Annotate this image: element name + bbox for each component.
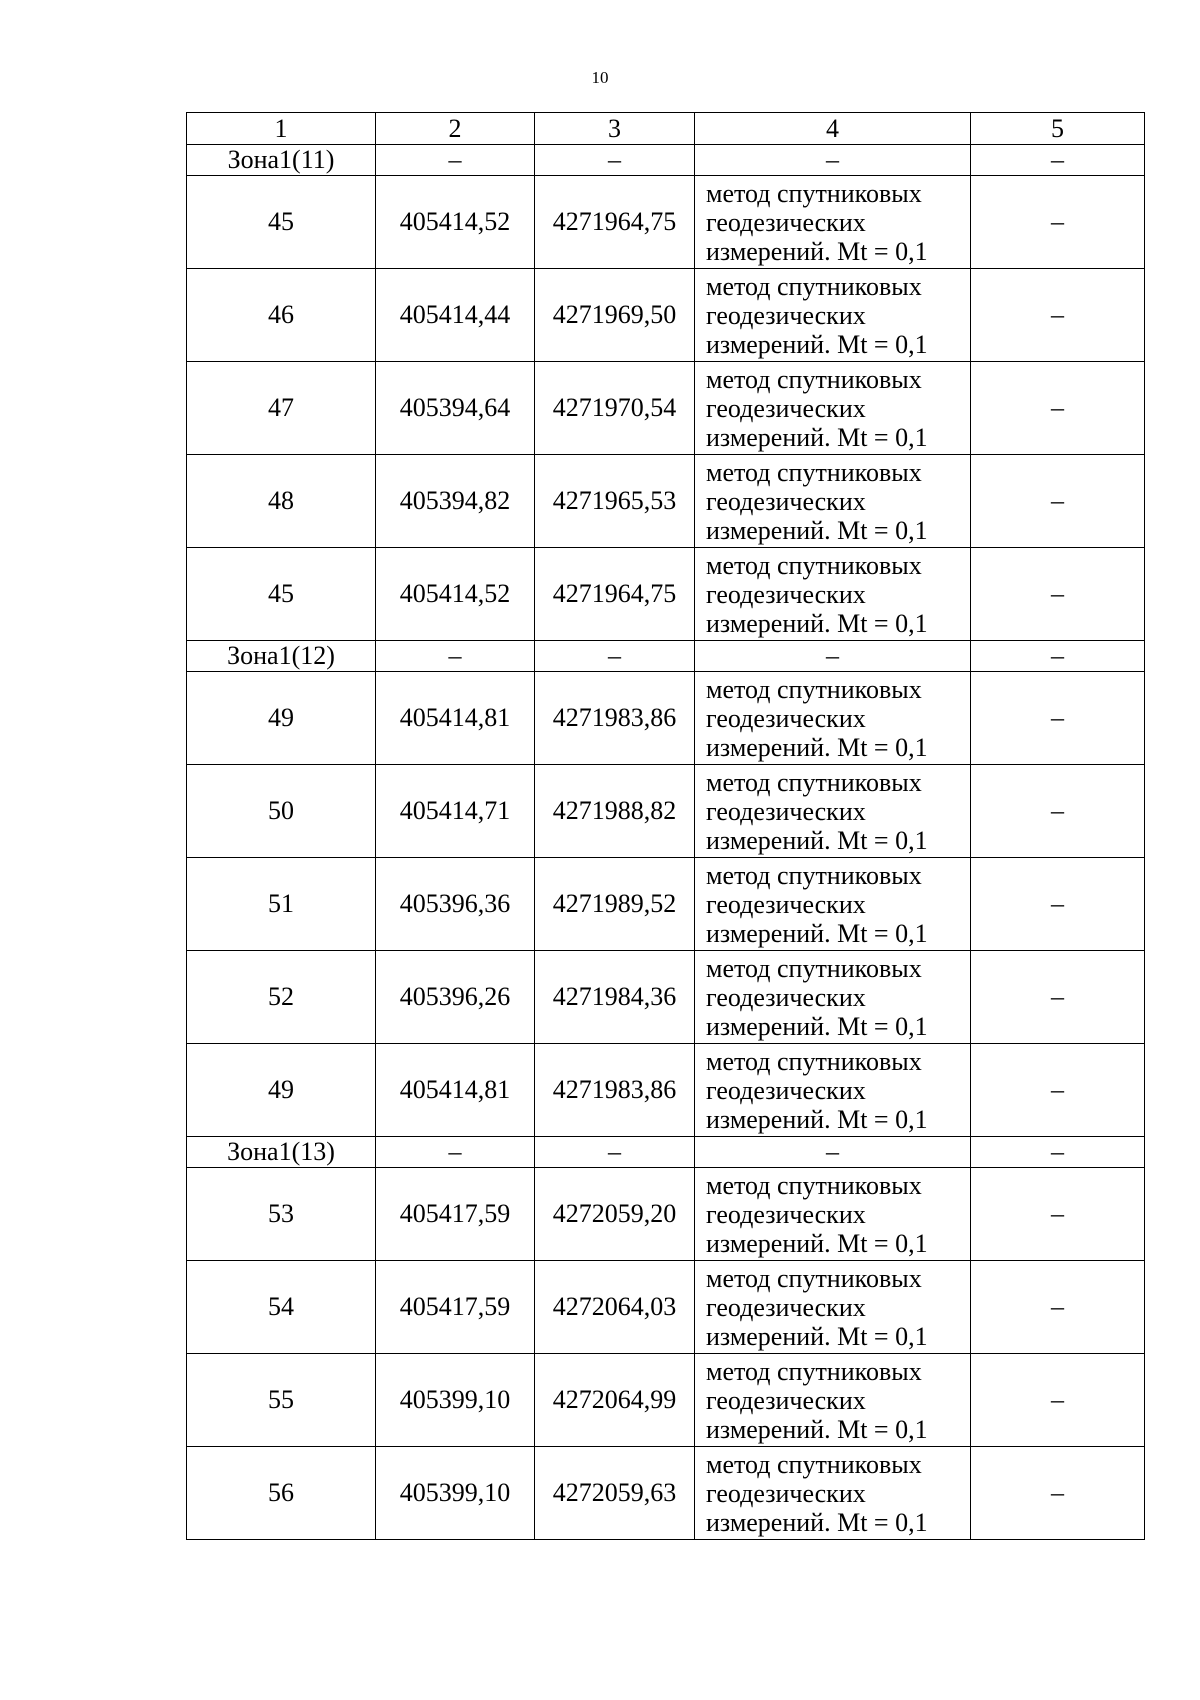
y-coordinate: 4271964,75 [535,176,695,269]
y-coordinate: 4271970,54 [535,362,695,455]
method-text-line: геодезических [706,1385,866,1415]
method-description [695,1447,971,1540]
method-text-line: геодезических [706,579,866,609]
zone-label: Зона1(11) [187,145,376,176]
method-text-line: измерений. Mt = 0,1 [706,236,928,266]
y-coordinate: 4271988,82 [535,765,695,858]
method-text-line: геодезических [706,486,866,516]
table-row [187,858,1145,951]
x-coordinate: 405396,26 [376,951,535,1044]
method-text-line: измерений. Mt = 0,1 [706,1321,928,1351]
dash-cell: – [971,1447,1145,1540]
dash-cell: – [971,362,1145,455]
x-coordinate: 405399,10 [376,1354,535,1447]
x-coordinate: 405414,71 [376,765,535,858]
dash-cell: – [971,641,1145,672]
table-row [187,455,1145,548]
coordinates-table [186,112,1145,1540]
method-text-line: геодезических [706,1199,866,1229]
dash-cell: – [695,1137,971,1168]
method-text-line: метод спутниковых [706,271,922,301]
point-number: 45 [187,176,376,269]
method-text-line: геодезических [706,1292,866,1322]
method-description [695,1354,971,1447]
method-description [695,951,971,1044]
x-coordinate: 405394,64 [376,362,535,455]
page-number: 10 [591,68,609,87]
table-header-row [187,113,1145,145]
method-text-line: метод спутниковых [706,1046,922,1076]
point-number: 47 [187,362,376,455]
point-number: 55 [187,1354,376,1447]
x-coordinate: 405414,44 [376,269,535,362]
y-coordinate: 4271984,36 [535,951,695,1044]
y-coordinate: 4272059,63 [535,1447,695,1540]
column-header-5: 5 [971,113,1145,145]
zone-row [187,145,1145,176]
method-text-line: геодезических [706,796,866,826]
y-coordinate: 4271983,86 [535,672,695,765]
dash-cell: – [971,1137,1145,1168]
method-text-line: метод спутниковых [706,178,922,208]
dash-cell: – [535,641,695,672]
dash-cell: – [971,672,1145,765]
method-description [695,176,971,269]
dash-cell: – [971,1044,1145,1137]
method-text-line: геодезических [706,207,866,237]
table-row [187,548,1145,641]
method-text-line: геодезических [706,300,866,330]
dash-cell: – [971,548,1145,641]
dash-cell: – [376,1137,535,1168]
method-description [695,362,971,455]
x-coordinate: 405394,82 [376,455,535,548]
zone-row [187,641,1145,672]
column-header-3: 3 [535,113,695,145]
point-number: 46 [187,269,376,362]
method-text-line: измерений. Mt = 0,1 [706,1507,928,1537]
dash-cell: – [695,145,971,176]
table-row [187,672,1145,765]
point-number: 48 [187,455,376,548]
method-text-line: измерений. Mt = 0,1 [706,329,928,359]
dash-cell: – [971,765,1145,858]
method-text-line: геодезических [706,1075,866,1105]
method-text-line: метод спутниковых [706,860,922,890]
x-coordinate: 405414,52 [376,176,535,269]
method-text-line: измерений. Mt = 0,1 [706,1011,928,1041]
method-text-line: метод спутниковых [706,550,922,580]
y-coordinate: 4272064,03 [535,1261,695,1354]
method-text-line: измерений. Mt = 0,1 [706,1104,928,1134]
method-text-line: метод спутниковых [706,953,922,983]
y-coordinate: 4272059,20 [535,1168,695,1261]
zone-label: Зона1(12) [187,641,376,672]
method-text-line: метод спутниковых [706,364,922,394]
method-text-line: измерений. Mt = 0,1 [706,1414,928,1444]
dash-cell: – [971,145,1145,176]
method-text-line: метод спутниковых [706,767,922,797]
column-header-4: 4 [695,113,971,145]
table-row [187,765,1145,858]
table-row [187,362,1145,455]
table-row [187,951,1145,1044]
method-text-line: метод спутниковых [706,1449,922,1479]
method-description [695,858,971,951]
coordinates-table-body [187,113,1145,1540]
table-row [187,176,1145,269]
dash-cell: – [971,455,1145,548]
method-text-line: измерений. Mt = 0,1 [706,422,928,452]
method-text-line: метод спутниковых [706,674,922,704]
dash-cell: – [971,1354,1145,1447]
dash-cell: – [376,641,535,672]
y-coordinate: 4272064,99 [535,1354,695,1447]
method-text-line: измерений. Mt = 0,1 [706,918,928,948]
x-coordinate: 405414,81 [376,672,535,765]
dash-cell: – [971,858,1145,951]
point-number: 54 [187,1261,376,1354]
column-header-2: 2 [376,113,535,145]
dash-cell: – [971,176,1145,269]
y-coordinate: 4271964,75 [535,548,695,641]
dash-cell: – [535,145,695,176]
method-text-line: метод спутниковых [706,1263,922,1293]
method-text-line: измерений. Mt = 0,1 [706,608,928,638]
table-row [187,1044,1145,1137]
x-coordinate: 405399,10 [376,1447,535,1540]
method-description [695,455,971,548]
method-text-line: измерений. Mt = 0,1 [706,1228,928,1258]
dash-cell: – [971,951,1145,1044]
x-coordinate: 405396,36 [376,858,535,951]
method-text-line: геодезических [706,703,866,733]
zone-label: Зона1(13) [187,1137,376,1168]
method-text-line: измерений. Mt = 0,1 [706,515,928,545]
point-number: 49 [187,672,376,765]
table-row [187,1261,1145,1354]
dash-cell: – [971,1168,1145,1261]
y-coordinate: 4271989,52 [535,858,695,951]
method-text-line: геодезических [706,393,866,423]
table-row [187,1354,1145,1447]
point-number: 52 [187,951,376,1044]
dash-cell: – [971,1261,1145,1354]
dash-cell: – [695,641,971,672]
method-text-line: геодезических [706,1478,866,1508]
method-text-line: метод спутниковых [706,457,922,487]
method-text-line: измерений. Mt = 0,1 [706,825,928,855]
y-coordinate: 4271983,86 [535,1044,695,1137]
method-text-line: измерений. Mt = 0,1 [706,732,928,762]
method-description [695,1168,971,1261]
point-number: 51 [187,858,376,951]
point-number: 49 [187,1044,376,1137]
method-description [695,1044,971,1137]
x-coordinate: 405414,81 [376,1044,535,1137]
method-description [695,269,971,362]
point-number: 53 [187,1168,376,1261]
dash-cell: – [535,1137,695,1168]
method-description [695,765,971,858]
x-coordinate: 405417,59 [376,1261,535,1354]
y-coordinate: 4271965,53 [535,455,695,548]
column-header-1: 1 [187,113,376,145]
method-text-line: метод спутниковых [706,1170,922,1200]
point-number: 50 [187,765,376,858]
table-row [187,1447,1145,1540]
y-coordinate: 4271969,50 [535,269,695,362]
method-text-line: геодезических [706,889,866,919]
zone-row [187,1137,1145,1168]
method-description [695,1261,971,1354]
point-number: 45 [187,548,376,641]
table-row [187,269,1145,362]
dash-cell: – [376,145,535,176]
x-coordinate: 405417,59 [376,1168,535,1261]
method-text-line: метод спутниковых [706,1356,922,1386]
table-row [187,1168,1145,1261]
dash-cell: – [971,269,1145,362]
method-description [695,548,971,641]
x-coordinate: 405414,52 [376,548,535,641]
method-text-line: геодезических [706,982,866,1012]
point-number: 56 [187,1447,376,1540]
method-description [695,672,971,765]
